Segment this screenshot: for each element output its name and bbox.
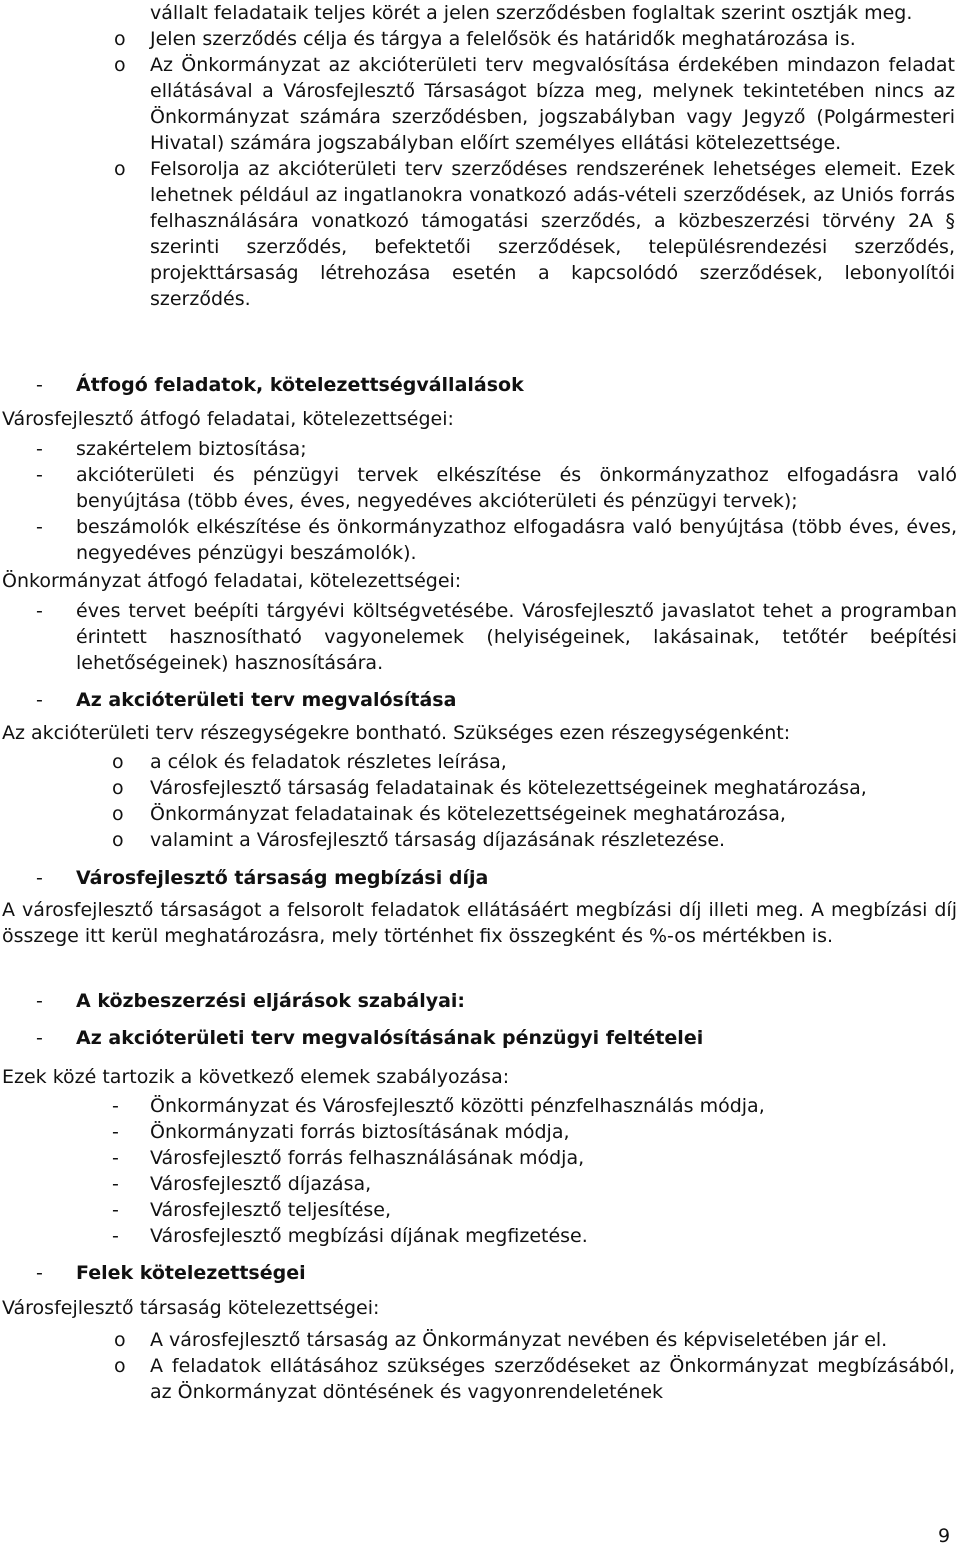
intro-list [0, 0, 960, 312]
list-item: o valamint a Városfejlesztő társaság díjazásának részletezése. [112, 829, 726, 851]
dash-list [0, 1093, 960, 1249]
section-intro: Az akcióterületi terv részegységekre bontható. Szükséges ezen részegységenként: [2, 722, 791, 744]
list-item: - Önkormányzati forrás biztosításának módja, [112, 1121, 570, 1143]
bullet-list [0, 436, 960, 566]
list-item: - Városfejlesztő megbízási díjának megfizetése. [112, 1225, 588, 1247]
list-item: o Felsorolja az akcióterületi terv szerződéses rendszerének lehetséges elemeit. Ezek lehetnek például az ingatlanokra vonatkozó adás-vételi szerződések, az Uniós forrás felhasználására vonatkozó támogatási szerződés, a közbeszerzési törvény 2A § szerinti szerződés, befektetői szerződések, településrendezési szerződés, projekttársaság létrehozása esetén a kapcsolódó szerződések, lebonyolítói szerződés. [114, 158, 955, 310]
page-number: 9 [938, 1525, 951, 1547]
list-item: - Városfejlesztő teljesítése, [112, 1199, 392, 1221]
list-item: - Önkormányzat és Városfejlesztő közötti pénzfelhasználás módja, [112, 1095, 765, 1117]
list-item: o A városfejlesztő társaság az Önkormányzat nevében és képviseletében jár el. [114, 1329, 888, 1351]
list-item: vállalt feladataik teljes körét a jelen szerződésben foglaltak szerint osztják meg. [150, 2, 913, 24]
section-intro: Városfejlesztő átfogó feladatai, kötelezettségei: [2, 408, 454, 430]
section-intro: Önkormányzat átfogó feladatai, kötelezettségei: [2, 570, 462, 592]
list-item: o a célok és feladatok részletes leírása, [112, 751, 507, 773]
section-text: A városfejlesztő társaságot a felsorolt feladatok ellátásáért megbízási díj illeti meg. A megbízási díj összege itt kerül meghatározásra, mely történhet fix összegként és %-os mértékben is. [2, 899, 957, 947]
section-intro: Városfejlesztő társaság kötelezettségei: [2, 1297, 380, 1319]
list-item: - éves tervet beépíti tárgyévi költségvetésébe. Városfejlesztő javaslatot tehet a programban érintett hasznosítható vagyonelemek (helyiségeinek, lakásainak, tetőtér beépítési lehetőségeinek) hasznosítására. [36, 600, 957, 674]
bullet-list [0, 749, 960, 853]
list-item: o Az Önkormányzat az akcióterületi terv megvalósítása érdekében mindazon feladat ellátásával a Városfejlesztő Társaságot bízza meg, melynek tekintetében nincs az Önkormányzat számára szerződésben, jogszabályban vagy Jegyző (Polgármesteri Hivatal) számára jogszabályban előírt személyes ellátási kötelezettsége. [114, 54, 955, 154]
list-item: - akcióterületi és pénzügyi tervek elkészítése és önkormányzathoz elfogadásra való benyújtása (több éves, éves, negyedéves akcióterületi és pénzügyi tervek); [36, 464, 957, 512]
list-item: o Városfejlesztő társaság feladatainak és kötelezettségeinek meghatározása, [112, 777, 867, 799]
section-intro: Ezek közé tartozik a következő elemek szabályozása: [2, 1066, 510, 1088]
bullet-list [0, 598, 960, 676]
list-item: - Városfejlesztő díjazása, [112, 1173, 372, 1195]
list-item: - beszámolók elkészítése és önkormányzathoz elfogadásra való benyújtása (több éves, éves, negyedéves pénzügyi beszámolók). [36, 516, 957, 564]
list-item: - szakértelem biztosítása; [36, 438, 307, 460]
list-item: o A feladatok ellátásához szükséges szerződéseket az Önkormányzat megbízásából, az Önkormányzat döntésének és vagyonrendeletének [114, 1355, 955, 1403]
list-item: o Jelen szerződés célja és tárgya a felelősök és határidők meghatározása is. [114, 28, 856, 50]
list-item: o Önkormányzat feladatainak és kötelezettségeinek meghatározása, [112, 803, 786, 825]
bullet-list [0, 1327, 960, 1405]
list-item: - Városfejlesztő forrás felhasználásának módja, [112, 1147, 585, 1169]
